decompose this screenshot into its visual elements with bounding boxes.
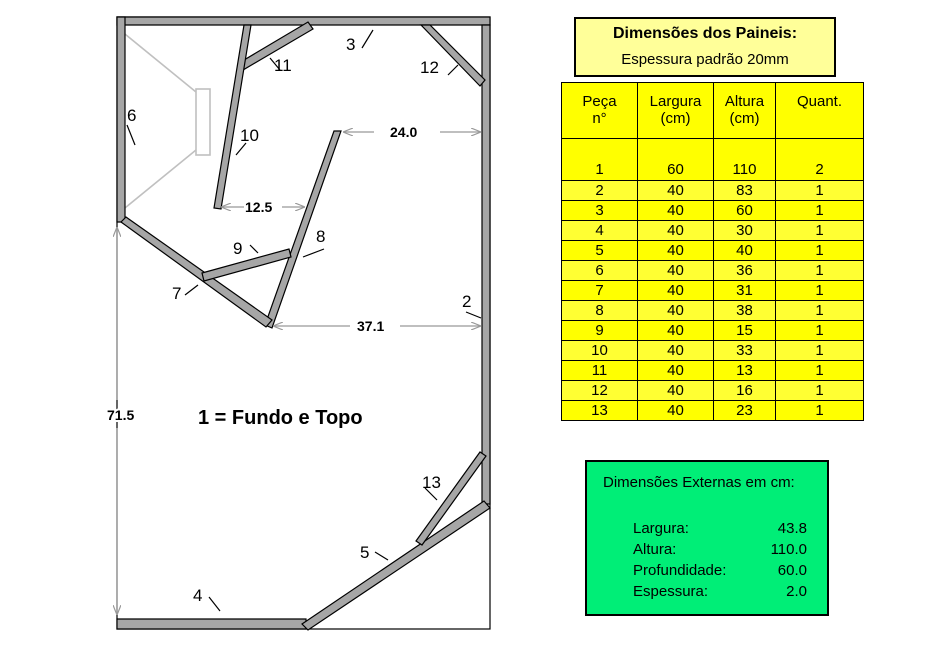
table-cell: 40 — [638, 301, 714, 321]
table-cell: 40 — [638, 281, 714, 301]
table-header-row — [562, 83, 864, 139]
table-row — [562, 341, 864, 361]
table-cell: 40 — [638, 221, 714, 241]
label-piece-10: 10 — [240, 126, 259, 145]
label-piece-8: 8 — [316, 227, 326, 246]
header-width: Largura (cm) — [638, 83, 714, 139]
table-cell: 1 — [776, 181, 864, 201]
table-cell: 40 — [638, 201, 714, 221]
dimension-71-5: 71.5 — [107, 407, 135, 423]
panels — [117, 17, 490, 630]
external-value: 110.0 — [770, 541, 807, 558]
label-piece-13: 13 — [422, 473, 441, 492]
panel-dimensions-title-box — [574, 17, 836, 77]
table-row — [562, 321, 864, 341]
panel-dimensions-title: Dimensões dos Paineis: — [612, 25, 798, 42]
table-row — [562, 281, 864, 301]
label-piece-9: 9 — [233, 239, 243, 258]
table-cell: 60 — [714, 201, 776, 221]
header-height: Altura (cm) — [714, 83, 776, 139]
table-cell: 5 — [562, 241, 638, 261]
table-cell: 1 — [776, 261, 864, 281]
table-cell: 2 — [776, 139, 864, 181]
panel-9 — [202, 249, 291, 281]
table-row — [562, 139, 864, 181]
table-cell: 1 — [776, 201, 864, 221]
table-cell: 31 — [714, 281, 776, 301]
table-cell: 33 — [714, 341, 776, 361]
table-cell: 40 — [714, 241, 776, 261]
panel-dimensions-table — [561, 82, 864, 421]
label-piece-4: 4 — [193, 586, 203, 605]
table-cell: 6 — [562, 261, 638, 281]
table-cell: 38 — [714, 301, 776, 321]
table-cell: 1 — [776, 221, 864, 241]
table-cell: 1 — [776, 401, 864, 421]
table-cell: 110 — [714, 139, 776, 181]
panel-3 — [117, 17, 490, 25]
table-row — [562, 361, 864, 381]
external-value: 2.0 — [786, 583, 807, 600]
external-value: 60.0 — [777, 562, 807, 579]
table-cell: 10 — [562, 341, 638, 361]
table-cell: 1 — [776, 301, 864, 321]
table-row — [562, 201, 864, 221]
label-piece-6: 6 — [127, 106, 137, 125]
table-row — [562, 181, 864, 201]
dimension-24: 24.0 — [390, 124, 418, 140]
external-label: Altura: — [633, 541, 677, 558]
table-cell: 40 — [638, 401, 714, 421]
table-cell: 30 — [714, 221, 776, 241]
table-cell: 40 — [638, 341, 714, 361]
label-piece-12: 12 — [420, 58, 439, 77]
table-cell: 60 — [638, 139, 714, 181]
external-label: Largura: — [633, 520, 689, 537]
table-cell: 13 — [714, 361, 776, 381]
table-row — [562, 401, 864, 421]
header-quantity: Quant. — [776, 83, 864, 139]
label-piece-11: 11 — [274, 56, 292, 75]
external-dimensions-title: Dimensões Externas em cm: — [603, 474, 795, 491]
table-cell: 4 — [562, 221, 638, 241]
label-piece-3: 3 — [346, 35, 356, 54]
table-cell: 1 — [776, 381, 864, 401]
table-row — [562, 221, 864, 241]
table-cell: 8 — [562, 301, 638, 321]
table-row — [562, 381, 864, 401]
table-cell: 83 — [714, 181, 776, 201]
table-cell: 11 — [562, 361, 638, 381]
table-cell: 12 — [562, 381, 638, 401]
label-piece-5: 5 — [360, 543, 370, 562]
panel-7 — [121, 217, 272, 327]
table-cell: 13 — [562, 401, 638, 421]
table-row — [562, 261, 864, 281]
panel-6 — [117, 17, 125, 222]
table-cell: 3 — [562, 201, 638, 221]
external-dimensions-box — [585, 460, 829, 616]
table-cell: 1 — [776, 281, 864, 301]
panel-2 — [482, 25, 490, 504]
table-cell: 16 — [714, 381, 776, 401]
table-cell: 1 — [776, 241, 864, 261]
table-cell: 40 — [638, 361, 714, 381]
panel-8 — [265, 131, 341, 328]
table-cell: 36 — [714, 261, 776, 281]
header-piece: Peça n° — [562, 83, 638, 139]
label-piece-7: 7 — [172, 284, 182, 303]
table-cell: 40 — [638, 261, 714, 281]
table-cell: 40 — [638, 241, 714, 261]
panel-10 — [214, 25, 251, 209]
table-cell: 2 — [562, 181, 638, 201]
table-cell: 9 — [562, 321, 638, 341]
external-value: 43.8 — [777, 520, 807, 537]
panel-4 — [117, 619, 306, 629]
table-cell: 15 — [714, 321, 776, 341]
dimension-12-5: 12.5 — [245, 199, 273, 215]
dimension-37-1: 37.1 — [357, 318, 385, 334]
table-row — [562, 241, 864, 261]
table-cell: 1 — [776, 341, 864, 361]
table-row — [562, 301, 864, 321]
table-cell: 40 — [638, 181, 714, 201]
table-cell: 1 — [776, 321, 864, 341]
table-cell: 7 — [562, 281, 638, 301]
panel-5 — [302, 501, 490, 630]
table-cell: 40 — [638, 321, 714, 341]
table-cell: 40 — [638, 381, 714, 401]
panel-thickness-note: Espessura padrão 20mm — [621, 51, 789, 68]
table-cell: 1 — [562, 139, 638, 181]
legend-fundo-topo: 1 = Fundo e Topo — [198, 407, 363, 429]
table-cell: 1 — [776, 361, 864, 381]
external-label: Espessura: — [633, 583, 709, 600]
external-label: Profundidade: — [633, 562, 727, 579]
table-cell: 23 — [714, 401, 776, 421]
label-piece-2: 2 — [462, 292, 472, 311]
